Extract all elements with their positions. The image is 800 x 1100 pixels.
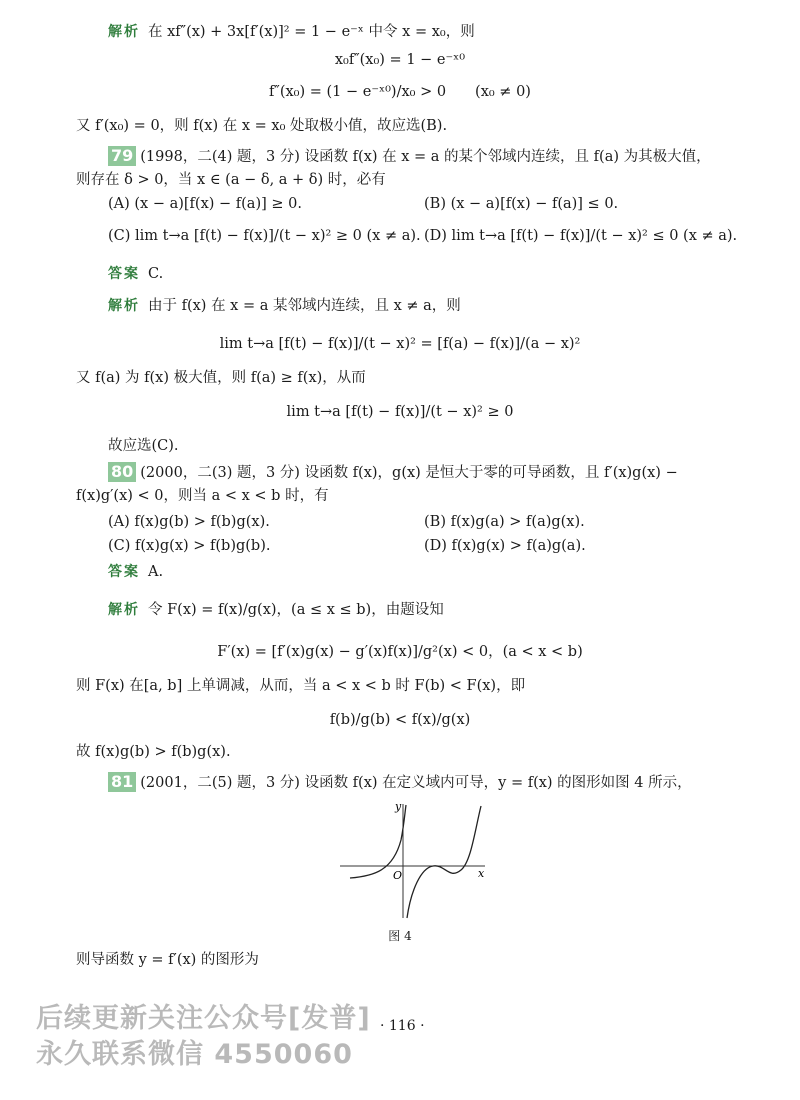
solution-line: 又 f′(x₀) = 0，则 f(x) 在 x = x₀ 处取极小值，故应选(B). — [76, 118, 448, 134]
answer-tag: 答案 — [108, 266, 140, 282]
question-number: 80 — [108, 462, 136, 482]
option-b: (B) f(x)g(a) > f(a)g(x). — [424, 514, 585, 530]
equation: f″(x₀) = (1 − e⁻ˣ⁰)/x₀ > 0 (x₀ ≠ 0) — [269, 84, 531, 100]
equation: x₀f″(x₀) = 1 − e⁻ˣ⁰ — [334, 52, 466, 68]
solution-line: 则 F(x) 在[a, b] 上单调减，从而，当 a < x < b 时 F(b) < F(x)，即 — [76, 678, 526, 694]
equation: lim t→a [f(t) − f(x)]/(t − x)² = [f(a) − f(x)]/(a − x)² — [219, 336, 581, 352]
watermark-line-1: 后续更新关注公众号[发普] — [36, 1003, 371, 1034]
question-81-stem: 81 (2001，二(5) 题，3 分) 设函数 f(x) 在定义域内可导，y = f(x) 的图形如图 4 所示， — [108, 772, 692, 793]
solution-text: 在 xf″(x) + 3x[f′(x)]² = 1 − e⁻ˣ 中令 x = x₀，则 — [148, 24, 475, 40]
answer-line: 答案 C. — [108, 266, 164, 282]
answer-tag: 答案 — [108, 564, 140, 580]
origin-label: O — [393, 869, 403, 882]
question-79-stem-cont: 则存在 δ > 0，当 x ∈ (a − δ, a + δ) 时，必有 — [76, 172, 386, 188]
curve-left-branch — [350, 805, 406, 878]
curve-right-branch — [407, 806, 481, 918]
solution-line: 故应选(C). — [108, 438, 179, 454]
question-number: 81 — [108, 772, 136, 792]
question-number: 79 — [108, 146, 136, 166]
answer-line: 答案 A. — [108, 564, 164, 580]
solution-line: 解析 令 F(x) = f(x)/g(x)，(a ≤ x ≤ b)，由题设知 — [108, 602, 444, 618]
figure-caption: 图 4 — [388, 929, 412, 943]
question-79-stem: 79 (1998，二(4) 题，3 分) 设函数 f(x) 在 x = a 的某个邻域内连续，且 f(a) 为其极大值， — [108, 146, 711, 167]
watermark-line-2: 永久联系微信 4550060 — [36, 1039, 353, 1070]
option-a: (A) (x − a)[f(x) − f(a)] ≥ 0. — [108, 196, 302, 212]
analysis-tag: 解析 — [108, 602, 140, 618]
question-80-stem: 80 (2000，二(3) 题，3 分) 设函数 f(x)，g(x) 是恒大于零的可导函数，且 f′(x)g(x) − — [108, 462, 678, 483]
x-axis-label: x — [478, 867, 485, 880]
option-c: (C) f(x)g(x) > f(b)g(b). — [108, 538, 271, 554]
function-graph-figure — [335, 800, 495, 920]
option-a: (A) f(x)g(b) > f(b)g(x). — [108, 514, 270, 530]
option-d: (D) lim t→a [f(t) − f(x)]/(t − x)² ≤ 0 (x ≠ a). — [424, 228, 738, 244]
analysis-tag: 解析 — [108, 298, 140, 314]
solution-line: 故 f(x)g(b) > f(b)g(x). — [76, 744, 231, 760]
y-axis-label: y — [395, 800, 402, 813]
solution-line: 解析 由于 f(x) 在 x = a 某邻域内连续，且 x ≠ a，则 — [108, 298, 461, 314]
page-number: · 116 · — [380, 1018, 425, 1034]
solution-line: 又 f(a) 为 f(x) 极大值，则 f(a) ≥ f(x)，从而 — [76, 370, 366, 386]
question-80-stem-cont: f(x)g′(x) < 0，则当 a < x < b 时，有 — [76, 488, 329, 504]
analysis-tag: 解析 — [108, 24, 140, 40]
option-c: (C) lim t→a [f(t) − f(x)]/(t − x)² ≥ 0 (x ≠ a). — [108, 228, 421, 244]
option-d: (D) f(x)g(x) > f(a)g(a). — [424, 538, 586, 554]
solution-line — [108, 22, 475, 42]
question-81-prompt: 则导函数 y = f′(x) 的图形为 — [76, 952, 259, 968]
equation: lim t→a [f(t) − f(x)]/(t − x)² ≥ 0 — [286, 404, 514, 420]
equation: f(b)/g(b) < f(x)/g(x) — [329, 712, 471, 728]
option-b: (B) (x − a)[f(x) − f(a)] ≤ 0. — [424, 196, 619, 212]
equation: F′(x) = [f′(x)g(x) − g′(x)f(x)]/g²(x) < 0，(a < x < b) — [217, 644, 583, 660]
